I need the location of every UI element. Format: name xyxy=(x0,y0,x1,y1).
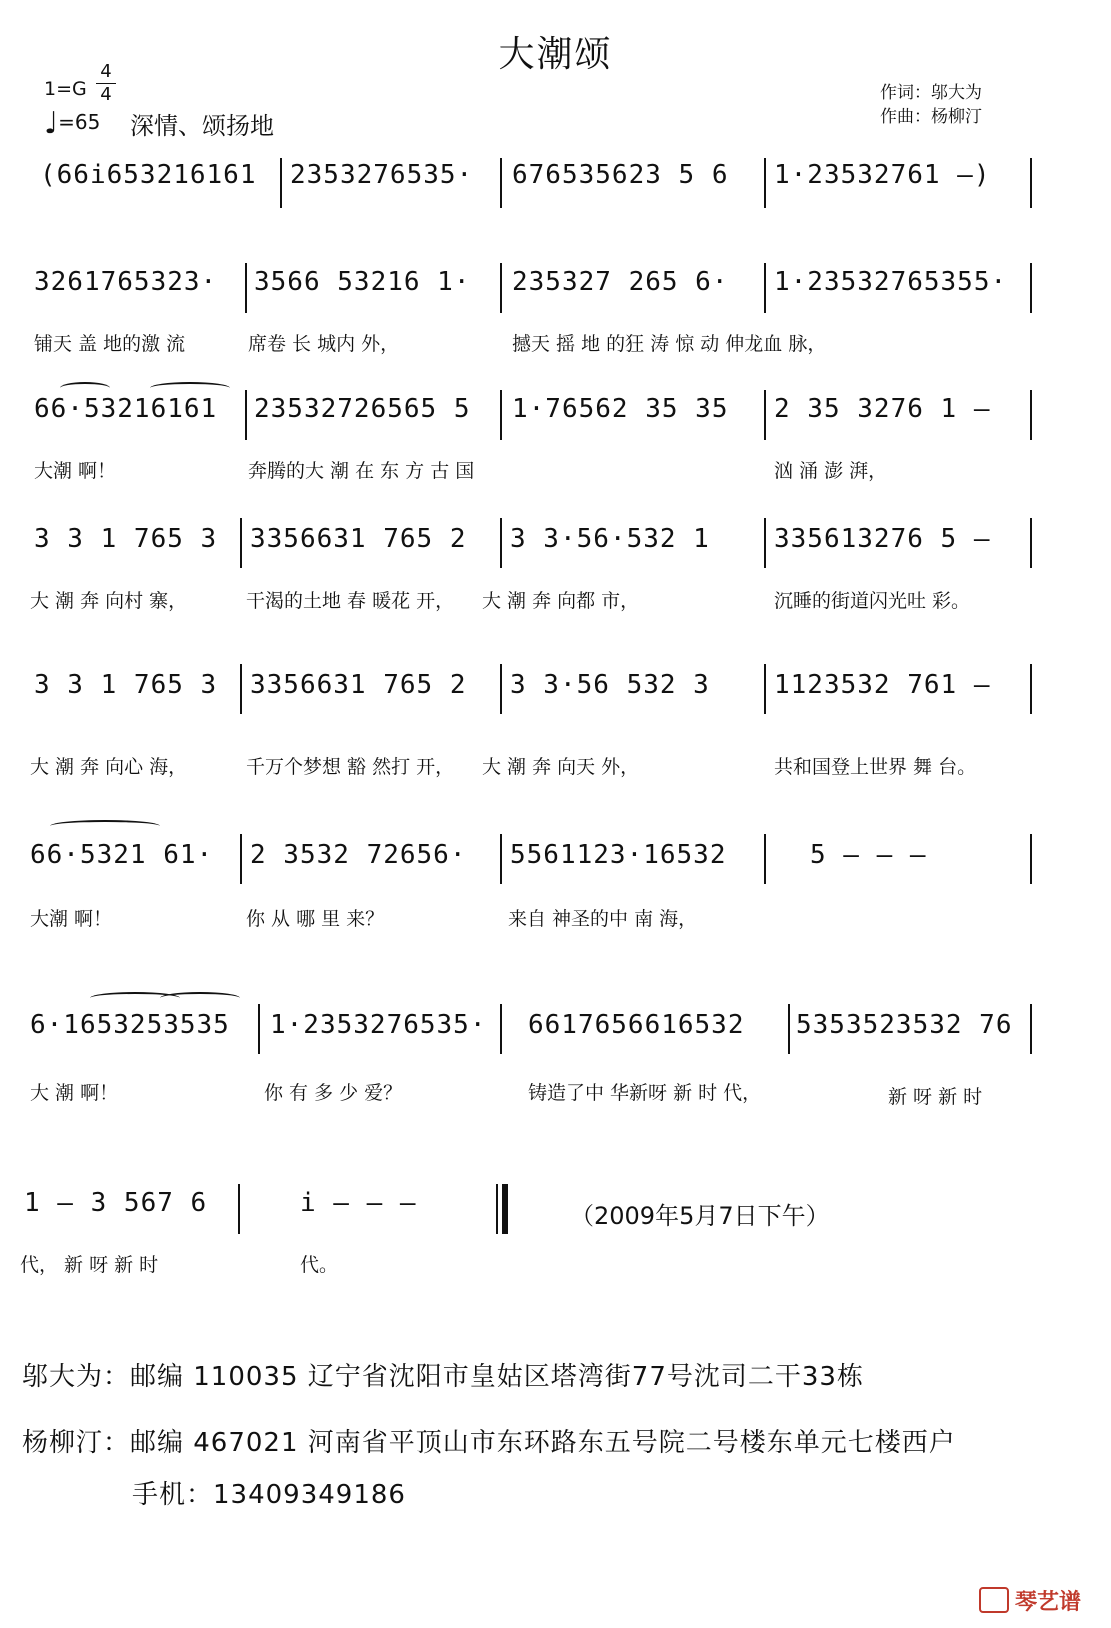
lyric-line: 大 潮 奔 向心 海， xyxy=(30,756,188,778)
barline xyxy=(764,158,766,208)
lyric-line: 大 潮 奔 向天 外， xyxy=(482,756,640,778)
composer-address: 杨柳汀：邮编 467021 河南省平顶山市东环路东五号院二号楼东单元七楼西户 xyxy=(22,1428,956,1458)
measure: 3 3 1 765 3 xyxy=(34,524,218,554)
slur xyxy=(50,820,160,832)
barline xyxy=(1030,664,1032,714)
barline xyxy=(500,1004,502,1054)
lyric-line: 铺天 盖 地的激 流 xyxy=(34,333,186,355)
quarter-note-icon: ♩ xyxy=(44,106,59,141)
measure: 3261765323· xyxy=(34,267,218,297)
barline xyxy=(245,263,247,313)
lyric-line: 代。 xyxy=(300,1254,339,1276)
lyric-line: 来自 神圣的中 南 海， xyxy=(508,908,698,930)
slur xyxy=(60,382,110,394)
barline xyxy=(1030,158,1032,208)
barline xyxy=(1030,518,1032,568)
measure: 6617656616532 xyxy=(528,1010,745,1040)
slur xyxy=(150,382,230,394)
measure: 1 – 3 567 6 xyxy=(24,1188,208,1218)
watermark-logo xyxy=(979,1585,1081,1616)
barline xyxy=(764,834,766,884)
score-row-5 xyxy=(30,656,1040,786)
measure: 2 3532 72656· xyxy=(250,840,467,870)
lyric-line: 干渴的土地 春 暖花 开， xyxy=(246,590,455,612)
barline xyxy=(240,664,242,714)
measure: (66i653216161 xyxy=(40,160,257,190)
lyric-line: 共和国登上世界 舞 台。 xyxy=(774,756,977,778)
measure: 6·1653253535 xyxy=(30,1010,230,1040)
lyric-line: 千万个梦想 豁 然打 开， xyxy=(246,756,455,778)
final-thin-barline xyxy=(496,1184,498,1234)
lyric-line: 你 有 多 少 爱？ xyxy=(264,1082,403,1104)
lyric-line: 奔腾的大 潮 在 东 方 古 国 xyxy=(248,460,475,482)
barline xyxy=(1030,834,1032,884)
measure: 1123532 761 – xyxy=(774,670,991,700)
score-row-7 xyxy=(30,990,1040,1120)
measure: 23532726565 5 xyxy=(254,394,471,424)
barline xyxy=(500,390,502,440)
composer-phone: 手机：13409349186 xyxy=(132,1480,406,1510)
barline xyxy=(280,158,282,208)
score-title: 大潮颂 xyxy=(498,34,613,75)
score-row-4 xyxy=(30,510,1040,640)
lyric-line: 席卷 长 城内 外， xyxy=(248,333,400,355)
score-row-8 xyxy=(20,1180,1040,1310)
barline xyxy=(764,518,766,568)
slur xyxy=(160,992,240,1004)
measure: 1·23532765355· xyxy=(774,267,1008,297)
measure: 66·53216161 xyxy=(34,394,218,424)
measure: 676535623 5 6 xyxy=(512,160,729,190)
lyric-line: 沉睡的街道闪光吐 彩。 xyxy=(774,590,971,612)
lyric-line: 新 呀 新 时 xyxy=(888,1086,983,1108)
measure: 5 – – – xyxy=(810,840,927,870)
barline xyxy=(500,834,502,884)
barline xyxy=(240,834,242,884)
barline xyxy=(500,158,502,208)
barline xyxy=(1030,263,1032,313)
tempo-marking xyxy=(44,106,100,141)
lyric-line: 大 潮 啊！ xyxy=(30,1082,119,1104)
measure: 3356631 765 2 xyxy=(250,524,467,554)
score-row-6 xyxy=(30,820,1040,950)
tempo-value: =65 xyxy=(58,110,101,134)
barline xyxy=(764,263,766,313)
measure: 335613276 5 – xyxy=(774,524,991,554)
barline xyxy=(500,518,502,568)
expression-marking: 深情、颂扬地 xyxy=(130,112,274,140)
score-row-3 xyxy=(30,382,1040,512)
measure: 66·5321 61· xyxy=(30,840,214,870)
lyric-line: 大 潮 奔 向村 寨， xyxy=(30,590,188,612)
measure: 3 3·56 532 3 xyxy=(510,670,710,700)
lyric-line: 铸造了中 华新呀 新 时 代， xyxy=(528,1082,762,1104)
barline xyxy=(258,1004,260,1054)
measure: 3566 53216 1· xyxy=(254,267,471,297)
measure: 1·23532761 –) xyxy=(774,160,991,190)
final-thick-barline xyxy=(502,1184,508,1234)
measure: i – – – xyxy=(300,1188,417,1218)
barline xyxy=(245,390,247,440)
meter-bottom: 4 xyxy=(100,84,112,105)
barline xyxy=(1030,390,1032,440)
logo-icon xyxy=(979,1587,1009,1613)
barline xyxy=(1030,1004,1032,1054)
barline xyxy=(500,263,502,313)
lyric-line: 代， 新 呀 新 时 xyxy=(20,1254,159,1276)
lyric-line: 大潮 啊！ xyxy=(34,460,117,482)
measure: 5353523532 76 xyxy=(796,1010,1013,1040)
lyric-line: 你 从 哪 里 来？ xyxy=(246,908,385,930)
barline xyxy=(764,390,766,440)
measure: 3356631 765 2 xyxy=(250,670,467,700)
barline xyxy=(240,518,242,568)
lyric-line: 撼天 摇 地 的狂 涛 惊 动 伸龙血 脉， xyxy=(512,333,827,355)
barline xyxy=(788,1004,790,1054)
watermark-text: 琴艺谱 xyxy=(1014,1590,1081,1615)
key-signature: 1=G xyxy=(44,78,87,100)
measure: 3 3·56·532 1 xyxy=(510,524,710,554)
measure: 2353276535· xyxy=(290,160,474,190)
measure: 235327 265 6· xyxy=(512,267,729,297)
measure: 3 3 1 765 3 xyxy=(34,670,218,700)
lyricist-address: 邬大为：邮编 110035 辽宁省沈阳市皇姑区塔湾街77号沈司二干33栋 xyxy=(22,1362,864,1392)
barline xyxy=(500,664,502,714)
measure: 1·2353276535· xyxy=(270,1010,487,1040)
lyric-line: 汹 涌 澎 湃， xyxy=(774,460,888,482)
measure: 2 35 3276 1 – xyxy=(774,394,991,424)
measure: 1·76562 35 35 xyxy=(512,394,729,424)
composition-date: （2009年5月7日下午） xyxy=(570,1202,830,1230)
lyricist-credit: 作词：邬大为 xyxy=(880,83,982,103)
score-row-2 xyxy=(30,255,1040,385)
lyric-line: 大潮 啊！ xyxy=(30,908,113,930)
measure: 5561123·16532 xyxy=(510,840,727,870)
barline xyxy=(764,664,766,714)
meter-top: 4 xyxy=(100,61,112,82)
composer-credit: 作曲：杨柳汀 xyxy=(880,107,982,127)
time-signature xyxy=(96,62,116,105)
barline xyxy=(238,1184,240,1234)
lyric-line: 大 潮 奔 向都 市， xyxy=(482,590,640,612)
